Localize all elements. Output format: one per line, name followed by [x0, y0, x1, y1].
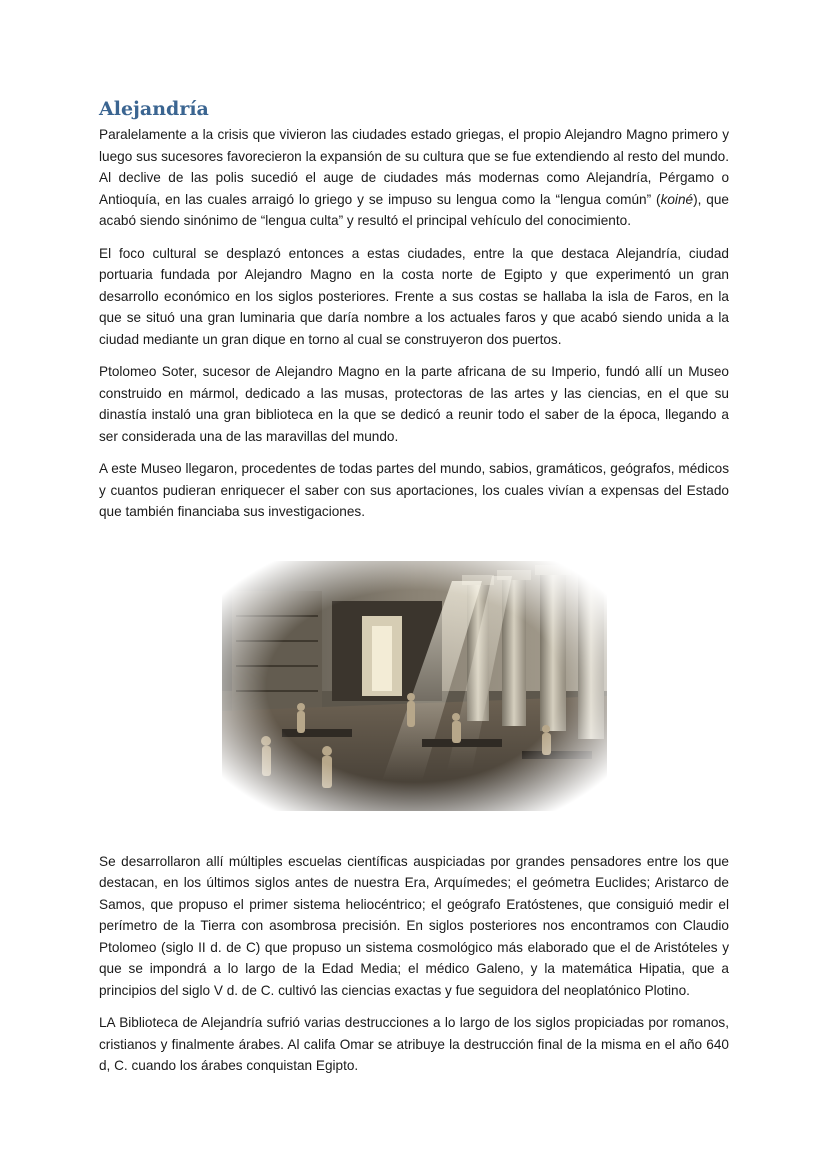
koine-term: koiné: [660, 191, 694, 207]
paragraph-ptolomeo-soter: Ptolomeo Soter, sucesor de Alejandro Magno en la parte africana de su Imperio, fundó allí un Museo construido en mármol, dedicado a las musas, protectoras de las artes y las ciencias, en el que su dinastía instaló una gran biblioteca en la que se dedicó a reunir todo el saber de la época, llegando a ser considerada una de las maravillas del mundo.: [99, 364, 729, 444]
paragraph-intro-tail: ), que acabó siendo sinónimo de “lengua culta” y resultó el principal vehículo del conocimiento.: [99, 191, 729, 228]
paragraph-intro: [99, 124, 729, 232]
page-title: Alejandría: [99, 98, 209, 120]
paragraph-cultural-focus: El foco cultural se desplazó entonces a estas ciudades, entre la que destaca Alejandría, ciudad portuaria fundada por Alejandro Magno en la costa norte de Egipto y que experimentó un gran desarrollo económico en los siglos posteriores. Frente a sus costas se hallaba la isla de Faros, en la que se situó una gran luminaria que daría nombre a los actuales faros y que acabó siendo unida a la ciudad mediante un gran dique en torno al cual se construyeron dos puertos.: [99, 245, 729, 347]
library-illustration: [222, 561, 607, 811]
paragraph-intro-text: Paralelamente a la crisis que vivieron las ciudades estado griegas, el propio Alejandro Magno primero y luego sus sucesores favorecieron la expansión de su cultura que se fue extendiendo al resto del mundo. Al declive de las polis sucedió el auge de ciudades más modernas como Alejandría, Pérgamo o Antioquía, en las cuales arraigó lo griego y se impuso su lengua como la “lengua común” (: [99, 127, 729, 207]
paragraph-destruction: LA Biblioteca de Alejandría sufrió varias destrucciones a lo largo de los siglos propiciadas por romanos, cristianos y finalmente árabes. Al califa Omar se atribuye la destrucción final de la misma en el año 640 d, C. cuando los árabes conquistan Egipto.: [99, 1015, 729, 1073]
paragraph-museum-scholars: A este Museo llegaron, procedentes de todas partes del mundo, sabios, gramáticos, geógrafos, médicos y cuantos pudieran enriquecer el saber con sus aportaciones, los cuales vivían a expensas del Estado que también financiaba sus investigaciones.: [99, 461, 729, 519]
document-page: [99, 96, 729, 1088]
paragraph-scientific-schools: Se desarrollaron allí múltiples escuelas científicas auspiciadas por grandes pensadores entre los que destacan, en los últimos siglos antes de nuestra Era, Arquímedes; el geómetra Euclides; Aristarco de Samos, que propuso el primer sistema heliocéntrico; el geógrafo Eratóstenes, que consiguió medir el perímetro de la Tierra con asombrosa precisión. En siglos posteriores nos encontramos con Claudio Ptolomeo (siglo II d. de C) que propuso un sistema cosmológico más elaborado que el de Aristóteles y que se impondrá a lo largo de la Edad Media; el médico Galeno, y la matemática Hipatia, que a principios del siglo V d. de C. cultivó las ciencias exactas y fue seguidora del neoplatónico Plotino.: [99, 853, 729, 998]
